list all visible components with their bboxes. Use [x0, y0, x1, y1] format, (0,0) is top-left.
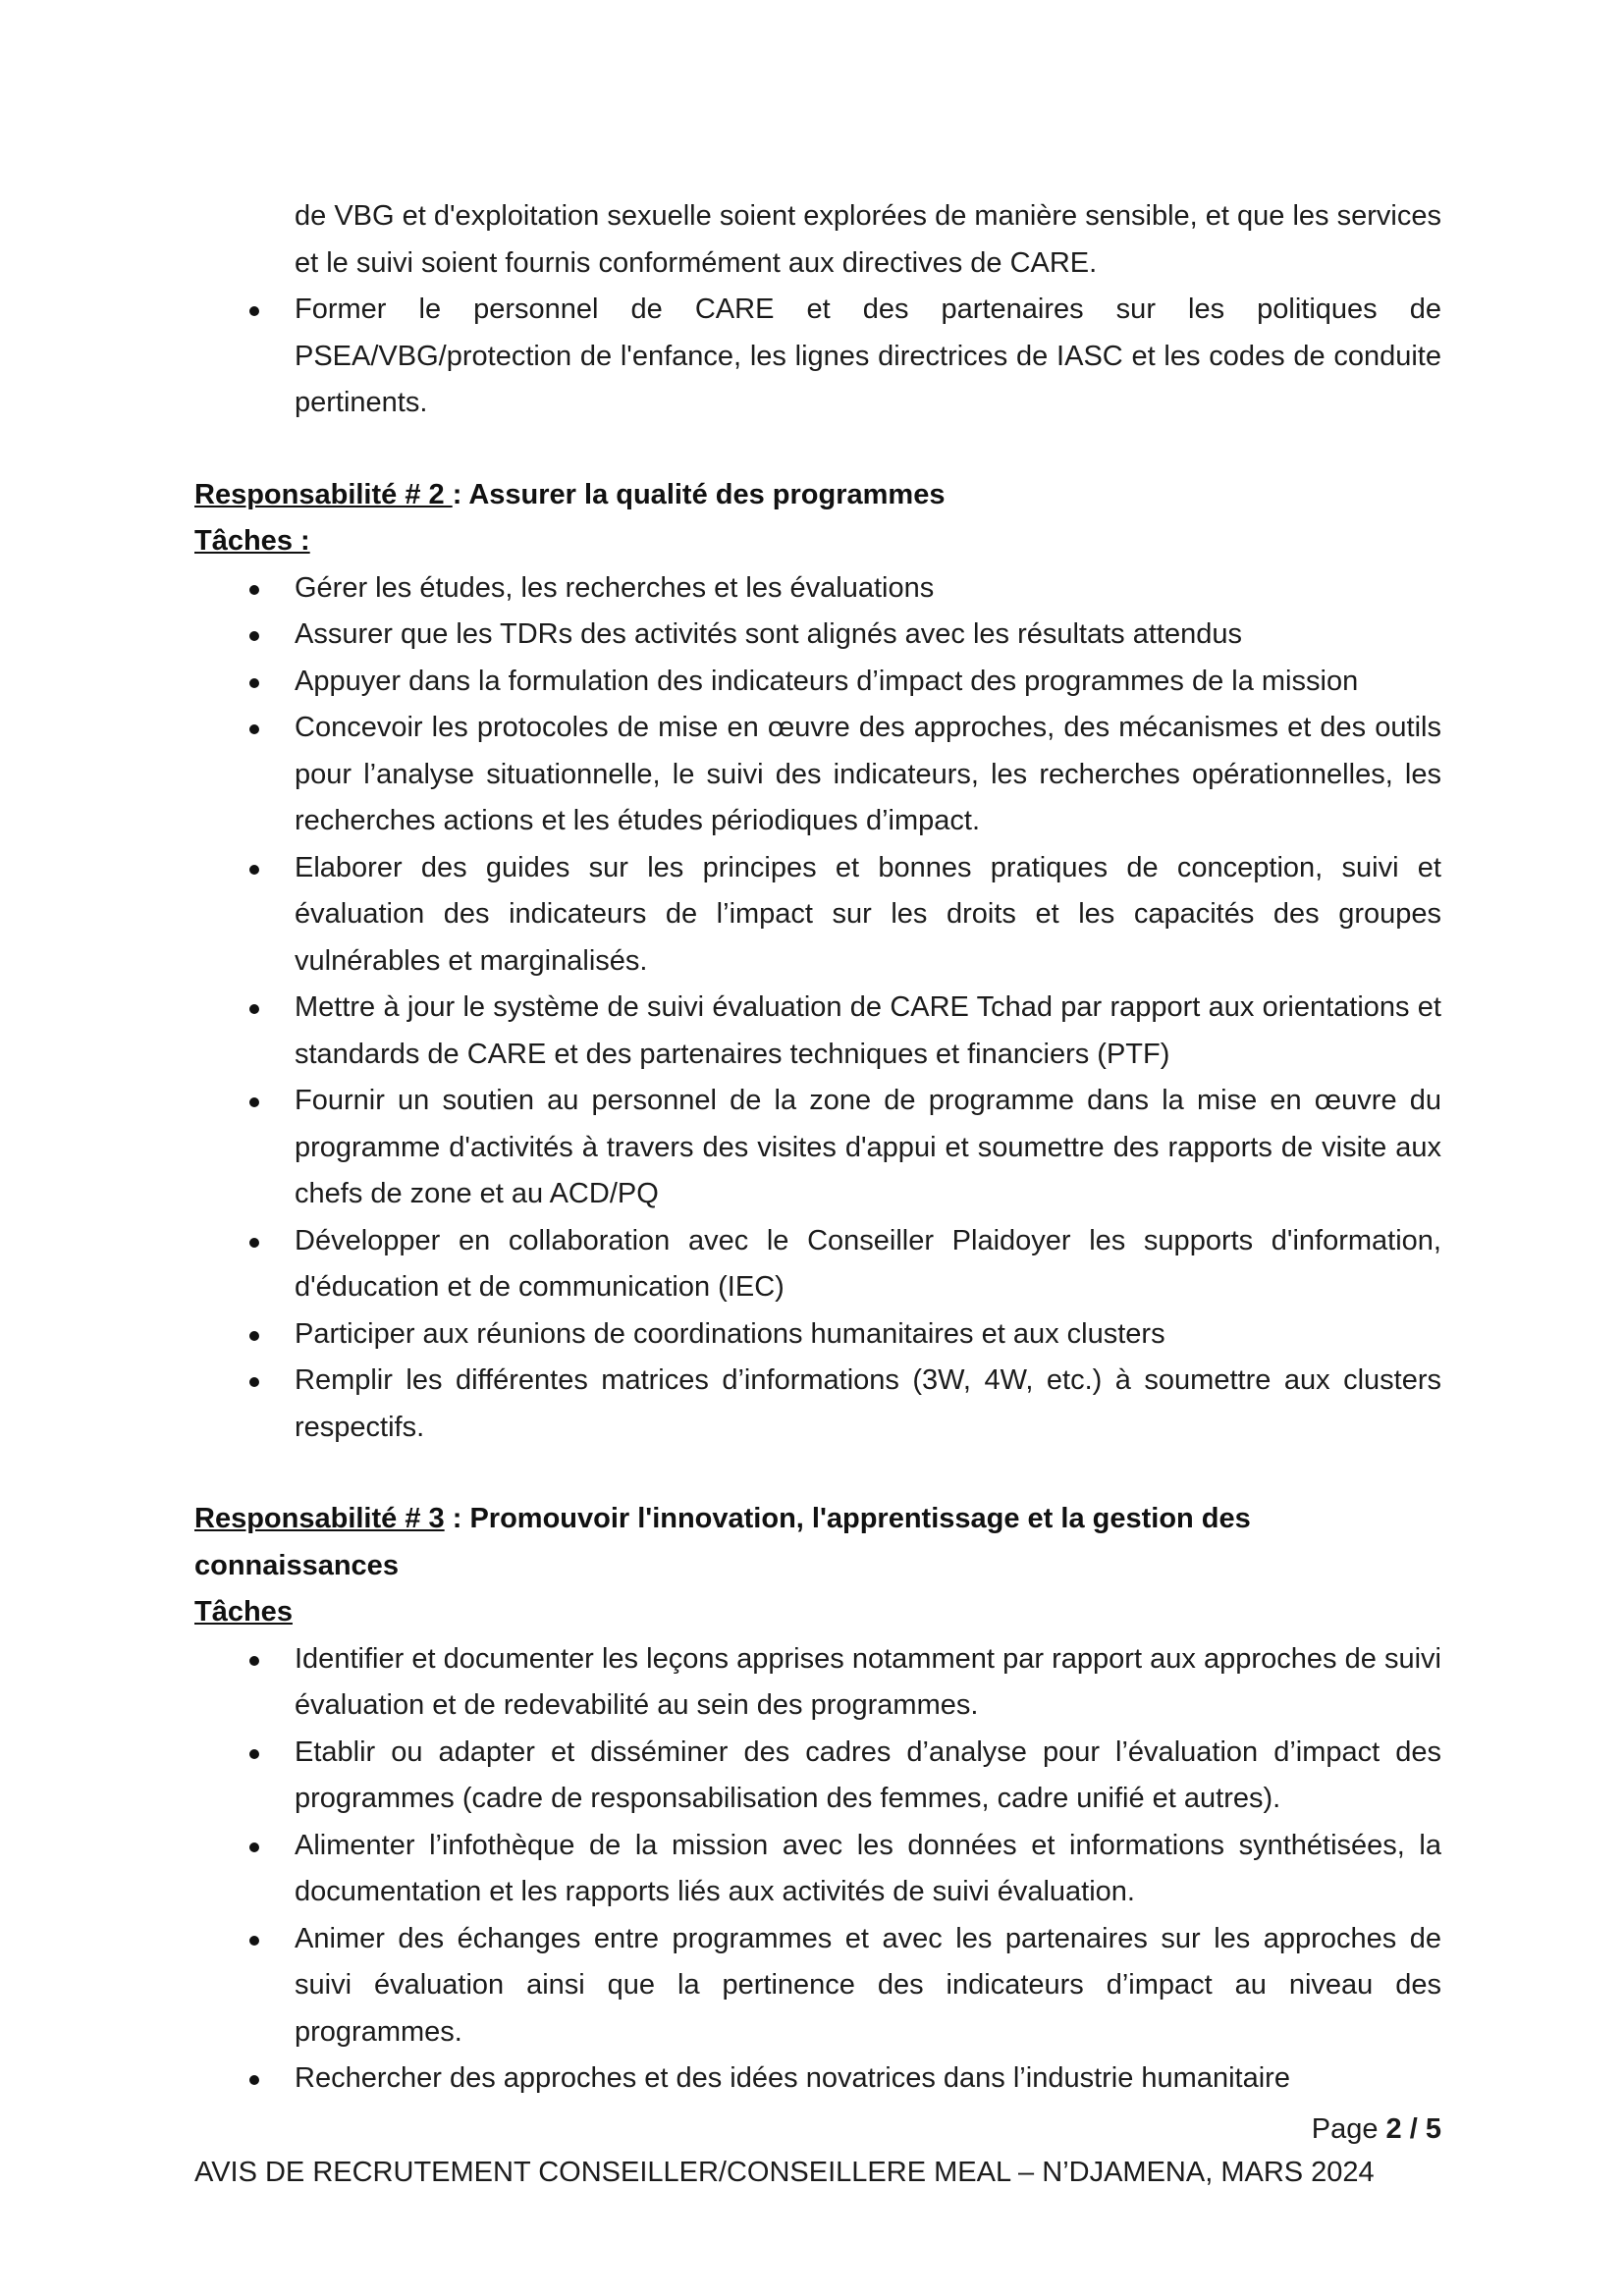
- list-item-text: Identifier et documenter les leçons apprises notamment par rapport aux approches de suivi évaluation et de redevabilité au sein des programmes.: [295, 1642, 1441, 1721]
- list-item-text: Mettre à jour le système de suivi évaluation de CARE Tchad par rapport aux orientations et standards de CARE et des partenaires techniques et financiers (PTF): [295, 991, 1441, 1070]
- page-number: [1312, 2107, 1441, 2154]
- list-item: [194, 1078, 1441, 1218]
- list-item: [194, 612, 1441, 659]
- bullet-icon: [249, 724, 259, 734]
- list-item-text: Alimenter l’infothèque de la mission avec les données et informations synthétisées, la documentation et les rapports liés aux activités de suivi évaluation.: [295, 1829, 1441, 1907]
- list-item: [194, 1916, 1441, 2056]
- list-item-text: Etablir ou adapter et disséminer des cadres d’analyse pour l’évaluation d’impact des programmes (cadre de responsabilisation des femmes, cadre unifié et autres).: [295, 1735, 1441, 1814]
- bullet-icon: [249, 2075, 259, 2085]
- list-item-text: Animer des échanges entre programmes et avec les partenaires sur les approches de suivi évaluation ainsi que la pertinence des indicateurs d’impact au niveau des programmes.: [295, 1922, 1441, 2048]
- list-item-text: Fournir un soutien au personnel de la zone de programme dans la mise en œuvre du programme d'activités à travers des visites d'appui et soumettre des rapports de visite aux chefs de zone et au ACD/PQ: [295, 1085, 1441, 1209]
- list-item: [194, 1311, 1441, 1359]
- list-item: [194, 845, 1441, 986]
- responsibility-3-tasks-label: Tâches: [194, 1596, 293, 1628]
- responsibility-3-task-list: [194, 1636, 1441, 2103]
- list-item-text: Développer en collaboration avec le Conseiller Plaidoyer les supports d'information, d'éducation et de communication (IEC): [295, 1224, 1441, 1303]
- bullet-icon: [249, 1842, 259, 1852]
- responsibility-2-heading: [194, 472, 1441, 519]
- bullet-icon: [249, 1004, 259, 1014]
- list-item: [194, 705, 1441, 845]
- list-item: [194, 1358, 1441, 1451]
- spacer: [194, 1451, 1441, 1496]
- bullet-icon: [249, 1377, 259, 1387]
- page-number-separator: /: [1401, 2113, 1426, 2145]
- responsibility-3-heading: [194, 1496, 1441, 1589]
- page-number-total: 5: [1425, 2113, 1441, 2145]
- list-item-text: Participer aux réunions de coordinations humanitaires et aux clusters: [295, 1317, 1165, 1350]
- list-item-text: Elaborer des guides sur les principes et bonnes pratiques de conception, suivi et évaluation des indicateurs de l’impact sur les droits et les capacités des groupes vulnérables et marginalisés.: [295, 851, 1441, 977]
- list-item: [194, 1823, 1441, 1916]
- responsibility-2-task-list: [194, 565, 1441, 1452]
- bullet-icon: [249, 1749, 259, 1759]
- list-item: [194, 659, 1441, 706]
- list-item: [194, 287, 1441, 427]
- list-item: [194, 985, 1441, 1078]
- list-item-text: Concevoir les protocoles de mise en œuvre des approches, des mécanismes et des outils pour l’analyse situationnelle, le suivi des indicateurs, les recherches opérationnelles, les recherches actions et les études périodiques d’impact.: [295, 712, 1441, 836]
- bullet-icon: [249, 1656, 259, 1666]
- responsibility-3-title: Promouvoir l'innovation, l'apprentissage et la gestion des connaissances: [194, 1503, 1251, 1581]
- list-item-text: Gérer les études, les recherches et les évaluations: [295, 571, 935, 604]
- page-number-prefix: Page: [1311, 2113, 1386, 2145]
- list-item: [194, 1218, 1441, 1311]
- list-item: [194, 1636, 1441, 1730]
- bullet-icon: [249, 306, 259, 316]
- responsibility-2-tasks-label: Tâches :: [194, 525, 310, 557]
- spacer: [194, 427, 1441, 472]
- list-item-text: Appuyer dans la formulation des indicateurs d’impact des programmes de la mission: [295, 665, 1359, 697]
- continuation-paragraph: de VBG et d'exploitation sexuelle soient explorées de manière sensible, et que les services et le suivi soient fournis conformément aux directives de CARE.: [295, 200, 1441, 279]
- list-item-text: Former le personnel de CARE et des partenaires sur les politiques de PSEA/VBG/protection de l'enfance, les lignes directrices de IASC et les codes de conduite pertinents.: [295, 294, 1441, 418]
- list-item: [194, 565, 1441, 613]
- list-item: [194, 1730, 1441, 1823]
- page-footer: AVIS DE RECRUTEMENT CONSEILLER/CONSEILLERE MEAL – N’DJAMENA, MARS 2024: [194, 2157, 1375, 2188]
- list-item-text: Rechercher des approches et des idées novatrices dans l’industrie humanitaire: [295, 2062, 1290, 2094]
- bullet-icon: [249, 631, 259, 641]
- page-content: [194, 193, 1441, 2103]
- responsibility-2-separator: :: [452, 478, 469, 510]
- responsibility-3-label: Responsabilité # 3: [194, 1503, 445, 1534]
- bullet-icon: [249, 678, 259, 688]
- list-item-text: Remplir les différentes matrices d’informations (3W, 4W, etc.) à soumettre aux clusters respectifs.: [295, 1364, 1441, 1443]
- bullet-icon: [249, 1238, 259, 1248]
- bullet-icon: [249, 1936, 259, 1946]
- list-item-text: Assurer que les TDRs des activités sont alignés avec les résultats attendus: [295, 618, 1242, 650]
- list-item: [194, 2056, 1441, 2103]
- bullet-icon: [249, 1097, 259, 1107]
- bullet-icon: [249, 865, 259, 875]
- page-number-current: 2: [1385, 2113, 1402, 2145]
- intro-bullet-list: [194, 287, 1441, 427]
- responsibility-3-separator: :: [444, 1503, 470, 1534]
- bullet-icon: [249, 1331, 259, 1341]
- responsibility-2-label: Responsabilité # 2: [194, 478, 453, 510]
- bullet-icon: [249, 585, 259, 595]
- responsibility-2-title: Assurer la qualité des programmes: [468, 478, 946, 510]
